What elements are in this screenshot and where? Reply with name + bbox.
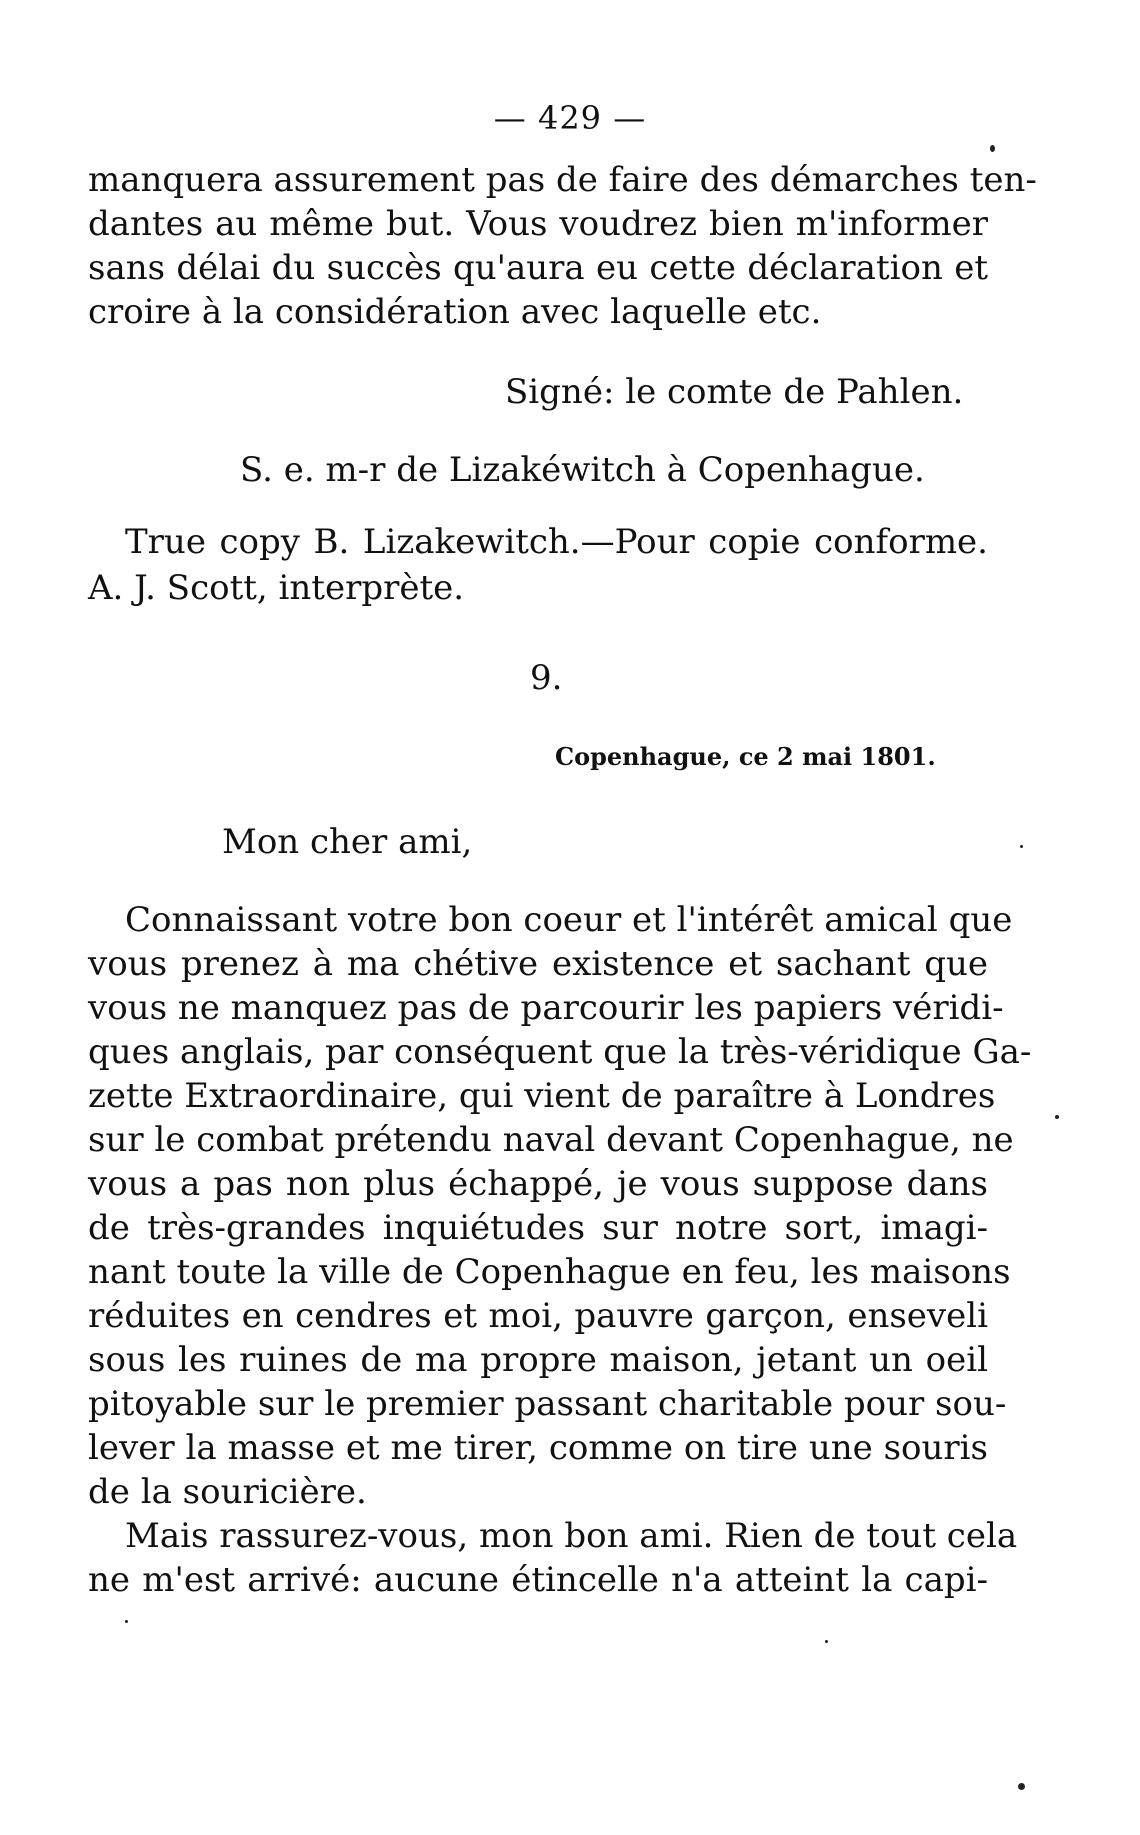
text-line: de très-grandes inquiétudes sur notre sort, imagi- [88,1208,988,1248]
text-line: Mais rassurez-vous, mon bon ami. Rien de tout cela [125,1516,1018,1556]
addressee: S. e. m-r de Lizakéwitch à Copenhague. [240,450,925,490]
text-line: sans délai du succès qu'aura eu cette déclaration et [88,248,988,288]
text-line: vous prenez à ma chétive existence et sachant que [88,944,988,984]
attestation-line: True copy B. Lizakewitch.—Pour copie conforme. [125,522,988,562]
text-line: vous ne manquez pas de parcourir les papiers véridi- [88,988,1004,1028]
text-line: Connaissant votre bon coeur et l'intérêt amical que [125,900,1013,940]
text-line: dantes au même but. Vous voudrez bien m'informer [88,204,988,244]
page-number: — 429 — [493,99,647,137]
text-line: sur le combat prétendu naval devant Copenhague, ne [88,1120,1014,1160]
text-line: ne m'est arrivé: aucune étincelle n'a atteint la capi- [88,1560,988,1600]
dateline: Copenhague, ce 2 mai 1801. [555,742,936,771]
text-line: vous a pas non plus échappé, je vous suppose dans [88,1164,988,1204]
attestation-line: A. J. Scott, interprète. [88,568,465,608]
text-line: manquera assurement pas de faire des démarches ten- [88,160,1037,200]
ink-speck [990,145,995,152]
ink-speck [125,1620,128,1623]
ink-speck [1055,1115,1059,1119]
ink-speck [825,1640,828,1643]
text-line: réduites en cendres et moi, pauvre garçon, enseveli [88,1296,988,1336]
text-line: de la souricière. [88,1472,367,1512]
text-line: zette Extraordinaire, qui vient de paraître à Londres [88,1076,996,1116]
text-line: pitoyable sur le premier passant charitable pour sou- [88,1384,1007,1424]
salutation: Mon cher ami, [222,822,473,862]
signature: Signé: le comte de Pahlen. [505,372,964,412]
section-number: 9. [530,658,563,698]
ink-speck [1018,1783,1025,1790]
text-line: nant toute la ville de Copenhague en feu, les maisons [88,1252,1011,1292]
text-line: croire à la considération avec laquelle etc. [88,292,822,332]
ink-speck [1020,845,1023,848]
text-line: ques anglais, par conséquent que la très-véridique Ga- [88,1032,1032,1072]
text-line: lever la masse et me tirer, comme on tire une souris [88,1428,988,1468]
text-line: sous les ruines de ma propre maison, jetant un oeil [88,1340,988,1380]
